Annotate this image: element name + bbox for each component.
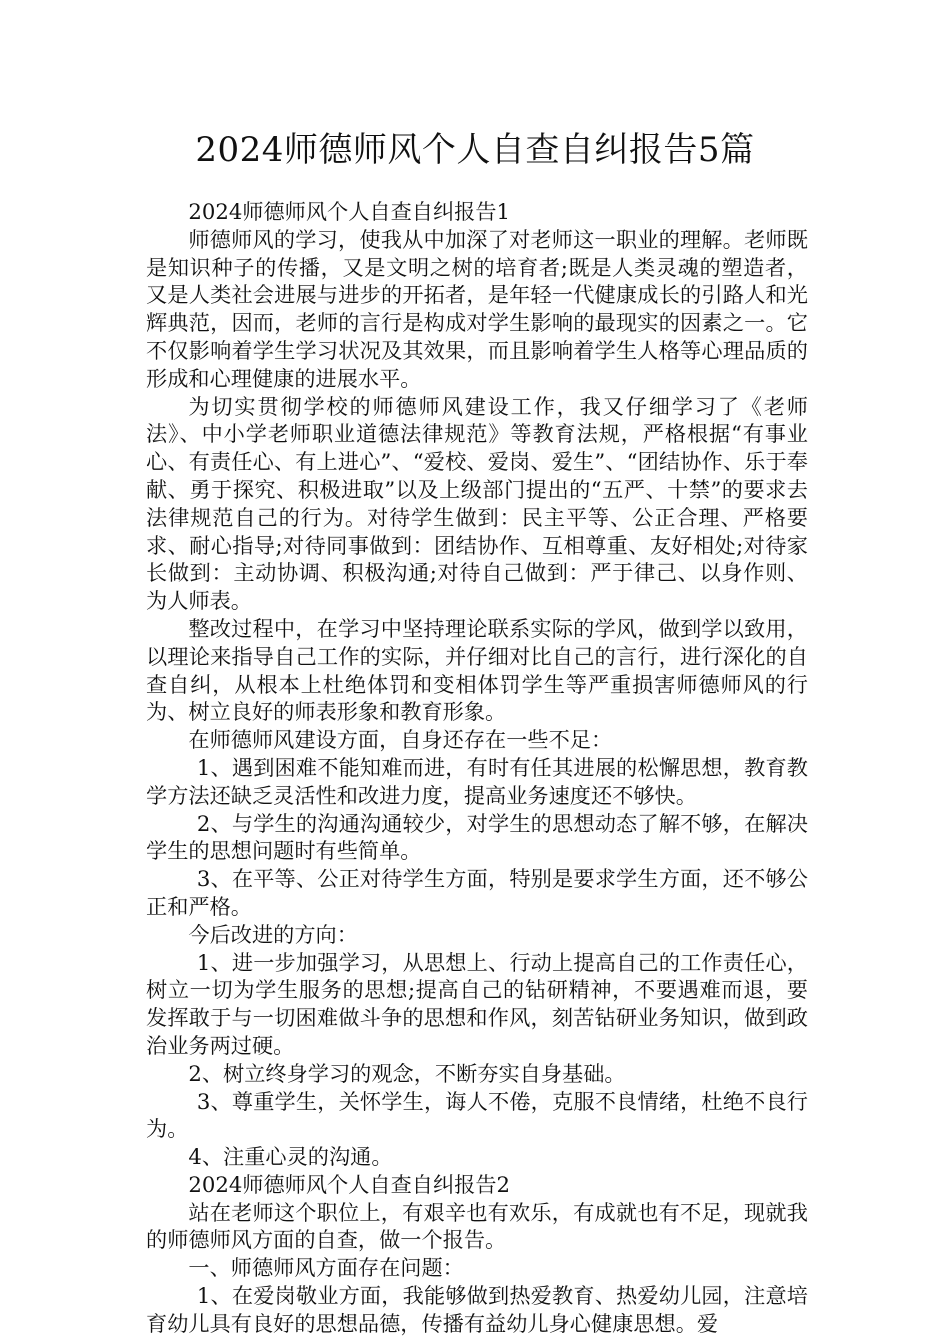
list-item: 1、在爱岗敬业方面，我能够做到热爱教育、热爱幼儿园，注意培育幼儿具有良好的思想品德，传播有益幼儿身心健康思想。爱 (146, 1283, 808, 1336)
report-2-heading: 2024师德师风个人自查自纠报告2 (188, 1171, 511, 1197)
section-heading: 一、师德师风方面存在问题： (188, 1255, 464, 1281)
paragraph: 为切实贯彻学校的师德师风建设工作，我又仔细学习了《老师法》、中小学老师职业道德法律规范》等教育法规，严格根据“有事业心、有责任心、有上进心”、“爱校、爱岗、爱生”、“团结协作、乐于奉献、勇于探究、积极进取”以及上级部门提出的“五严、十禁”的要求去法律规范自己的行为。对待学生做到：民主平等、公正合理、严格要求、耐心指导;对待同事做到：团结协作、互相尊重、友好相处;对待家长做到：主动协调、积极沟通;对待自己做到：严于律己、以身作则、为人师表。 (146, 393, 808, 614)
document-title: 2024师德师风个人自查自纠报告5篇 (195, 130, 755, 170)
list-item: 2、树立终身学习的观念，不断夯实自身基础。 (188, 1060, 626, 1086)
section-lead: 在师德师风建设方面，自身还存在一些不足： (188, 727, 613, 753)
list-item: 3、在平等、公正对待学生方面，特别是要求学生方面，还不够公正和严格。 (146, 866, 808, 919)
paragraph: 站在老师这个职位上，有艰辛也有欢乐，有成就也有不足，现就我的师德师风方面的自查，做一个报告。 (146, 1199, 808, 1253)
report-1-heading: 2024师德师风个人自查自纠报告1 (188, 199, 511, 224)
paragraph: 师德师风的学习，使我从中加深了对老师这一职业的理解。老师既是知识种子的传播，又是文明之树的培育者;既是人类灵魂的塑造者，又是人类社会进展与进步的开拓者，是年轻一代健康成长的引路人和光辉典范，因而，老师的言行是构成对学生影响的最现实的因素之一。它不仅影响着学生学习状况及其效果，而且影响着学生人格等心理品质的形成和心理健康的进展水平。 (146, 226, 808, 391)
document-body (146, 198, 808, 1338)
list-item: 1、遇到困难不能知难而进，有时有任其进展的松懈思想，教育教学方法还缺乏灵活性和改进力度，提高业务速度还不够快。 (146, 754, 808, 808)
list-item: 4、注重心灵的沟通。 (188, 1144, 393, 1170)
section-lead: 今后改进的方向： (188, 921, 358, 947)
list-item: 1、进一步加强学习，从思想上、行动上提高自己的工作责任心，树立一切为学生服务的思想;提高自己的钻研精神，不要遇难而退，要发挥敢于与一切困难做斗争的思想和作风，刻苦钻研业务知识，做到政治业务两过硬。 (146, 949, 808, 1058)
list-item: 3、尊重学生，关怀学生，诲人不倦，克服不良情绪，杜绝不良行为。 (146, 1088, 808, 1142)
list-item: 2、与学生的沟通沟通较少，对学生的思想动态了解不够，在解决学生的思想问题时有些简单。 (146, 810, 808, 864)
paragraph: 整改过程中，在学习中坚持理论联系实际的学风，做到学以致用，以理论来指导自己工作的实际，并仔细对比自己的言行，进行深化的自查自纠，从根本上杜绝体罚和变相体罚学生等严重损害师德师风的行为、树立良好的师表形象和教育形象。 (146, 615, 808, 725)
